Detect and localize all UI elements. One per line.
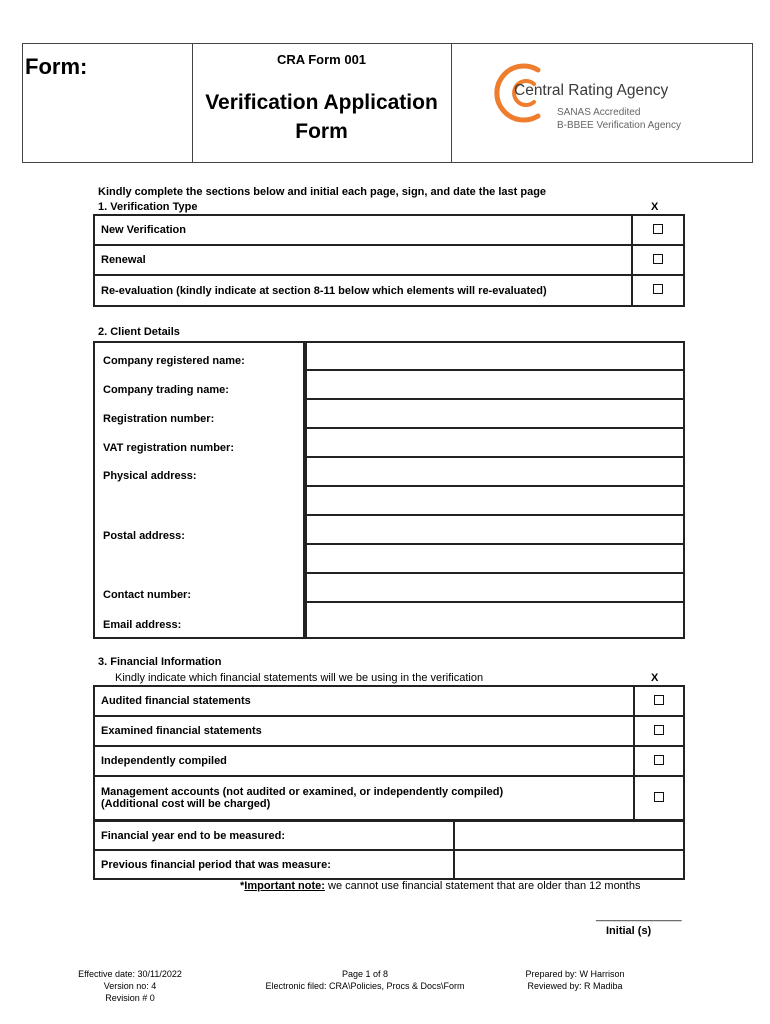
checkbox-icon[interactable] bbox=[653, 284, 663, 294]
contact-number-input[interactable] bbox=[305, 572, 685, 603]
logo-subtitle bbox=[557, 106, 681, 132]
x-column-label: X bbox=[651, 672, 659, 684]
note-prefix: * bbox=[240, 880, 245, 892]
effective-date: Effective date: 30/11/2022 bbox=[78, 969, 182, 979]
option-label-line: Management accounts (not audited or examined, or independently compiled) bbox=[101, 786, 504, 798]
vat-number-input[interactable] bbox=[305, 427, 685, 458]
header-divider bbox=[451, 43, 452, 163]
trading-name-input[interactable] bbox=[305, 369, 685, 400]
section-2-heading: 2. Client Details bbox=[98, 326, 180, 338]
x-column-label: X bbox=[651, 201, 659, 213]
checkbox-cell[interactable] bbox=[634, 746, 684, 776]
financial-statements-table bbox=[93, 685, 685, 821]
checkbox-icon[interactable] bbox=[654, 792, 664, 802]
table-row bbox=[94, 776, 684, 820]
field-label: Company trading name: bbox=[103, 384, 229, 396]
note-label: Important note: bbox=[244, 880, 325, 892]
registered-name-input[interactable] bbox=[305, 341, 685, 371]
footer-center bbox=[245, 968, 485, 992]
important-note bbox=[240, 880, 640, 892]
section-3-heading: 3. Financial Information bbox=[98, 656, 222, 668]
footer-left bbox=[60, 968, 200, 1004]
physical-address-line2-input[interactable] bbox=[305, 485, 685, 516]
checkbox-cell[interactable] bbox=[634, 686, 684, 716]
initial-line: ______________ bbox=[596, 910, 682, 922]
checkbox-cell[interactable] bbox=[632, 245, 684, 275]
section-3-subheading: Kindly indicate which financial statements will we be using in the verification bbox=[115, 672, 484, 684]
checkbox-icon[interactable] bbox=[653, 254, 663, 264]
postal-address-line2-input[interactable] bbox=[305, 543, 685, 574]
title-line-1: Verification Application bbox=[205, 91, 438, 114]
prepared-by: Prepared by: W Harrison bbox=[525, 969, 625, 979]
table-row bbox=[94, 686, 684, 716]
logo-name: Central Rating Agency bbox=[514, 82, 669, 99]
option-label: Examined financial statements bbox=[94, 716, 634, 746]
table-row bbox=[94, 746, 684, 776]
table-row bbox=[94, 716, 684, 746]
financial-year-end-input[interactable] bbox=[454, 821, 684, 850]
option-label: Renewal bbox=[94, 245, 632, 275]
form-code: CRA Form 001 bbox=[276, 52, 367, 67]
checkbox-icon[interactable] bbox=[654, 695, 664, 705]
verification-type-table bbox=[93, 214, 685, 307]
checkbox-cell[interactable] bbox=[634, 716, 684, 746]
previous-period-input[interactable] bbox=[454, 850, 684, 879]
checkbox-icon[interactable] bbox=[653, 224, 663, 234]
field-label: Registration number: bbox=[103, 413, 215, 425]
table-row bbox=[94, 850, 684, 879]
postal-address-input[interactable] bbox=[305, 514, 685, 545]
instructions: Kindly complete the sections below and initial each page, sign, and date the last page bbox=[98, 186, 547, 198]
page-number: Page 1 of 8 bbox=[341, 969, 389, 979]
field-label: Email address: bbox=[103, 619, 182, 631]
option-label: Independently compiled bbox=[94, 746, 634, 776]
checkbox-icon[interactable] bbox=[654, 725, 664, 735]
checkbox-cell[interactable] bbox=[632, 275, 684, 306]
registration-number-input[interactable] bbox=[305, 398, 685, 429]
reviewed-by: Reviewed by: R Madiba bbox=[527, 981, 623, 991]
title-line-2: Form bbox=[295, 120, 348, 143]
checkbox-cell[interactable] bbox=[634, 776, 684, 820]
field-label: Physical address: bbox=[103, 470, 197, 482]
table-row bbox=[94, 215, 684, 245]
footer-right bbox=[505, 968, 645, 992]
option-label: New Verification bbox=[94, 215, 632, 245]
file-path: Electronic filed: CRA\Policies, Procs & Docs\Form bbox=[265, 981, 465, 991]
field-label: Company registered name: bbox=[103, 355, 245, 367]
checkbox-cell[interactable] bbox=[632, 215, 684, 245]
field-label: Previous financial period that was measure: bbox=[94, 850, 454, 879]
field-label: Contact number: bbox=[103, 589, 191, 601]
logo-subtitle-line: B-BBEE Verification Agency bbox=[557, 120, 681, 131]
note-text: we cannot use financial statement that are older than 12 months bbox=[324, 880, 641, 892]
table-row bbox=[94, 821, 684, 850]
option-label-line: (Additional cost will be charged) bbox=[101, 798, 271, 810]
logo-subtitle-line: SANAS Accredited bbox=[557, 107, 641, 118]
initial-label: Initial (s) bbox=[606, 925, 652, 937]
section-1-heading: 1. Verification Type bbox=[98, 201, 198, 213]
table-row bbox=[94, 245, 684, 275]
form-label: Form: bbox=[25, 54, 88, 79]
revision: Revision # 0 bbox=[105, 993, 155, 1003]
email-address-input[interactable] bbox=[305, 601, 685, 639]
field-label: Financial year end to be measured: bbox=[94, 821, 454, 850]
option-label: Audited financial statements bbox=[94, 686, 634, 716]
page-title bbox=[192, 88, 451, 146]
field-label: VAT registration number: bbox=[103, 442, 234, 454]
table-row bbox=[94, 275, 684, 306]
financial-period-table bbox=[93, 820, 685, 880]
option-label bbox=[94, 776, 634, 820]
physical-address-input[interactable] bbox=[305, 456, 685, 487]
option-label: Re-evaluation (kindly indicate at section 8-11 below which elements will re-evaluated) bbox=[94, 275, 632, 306]
checkbox-icon[interactable] bbox=[654, 755, 664, 765]
field-label: Postal address: bbox=[103, 530, 185, 542]
version: Version no: 4 bbox=[103, 981, 157, 991]
